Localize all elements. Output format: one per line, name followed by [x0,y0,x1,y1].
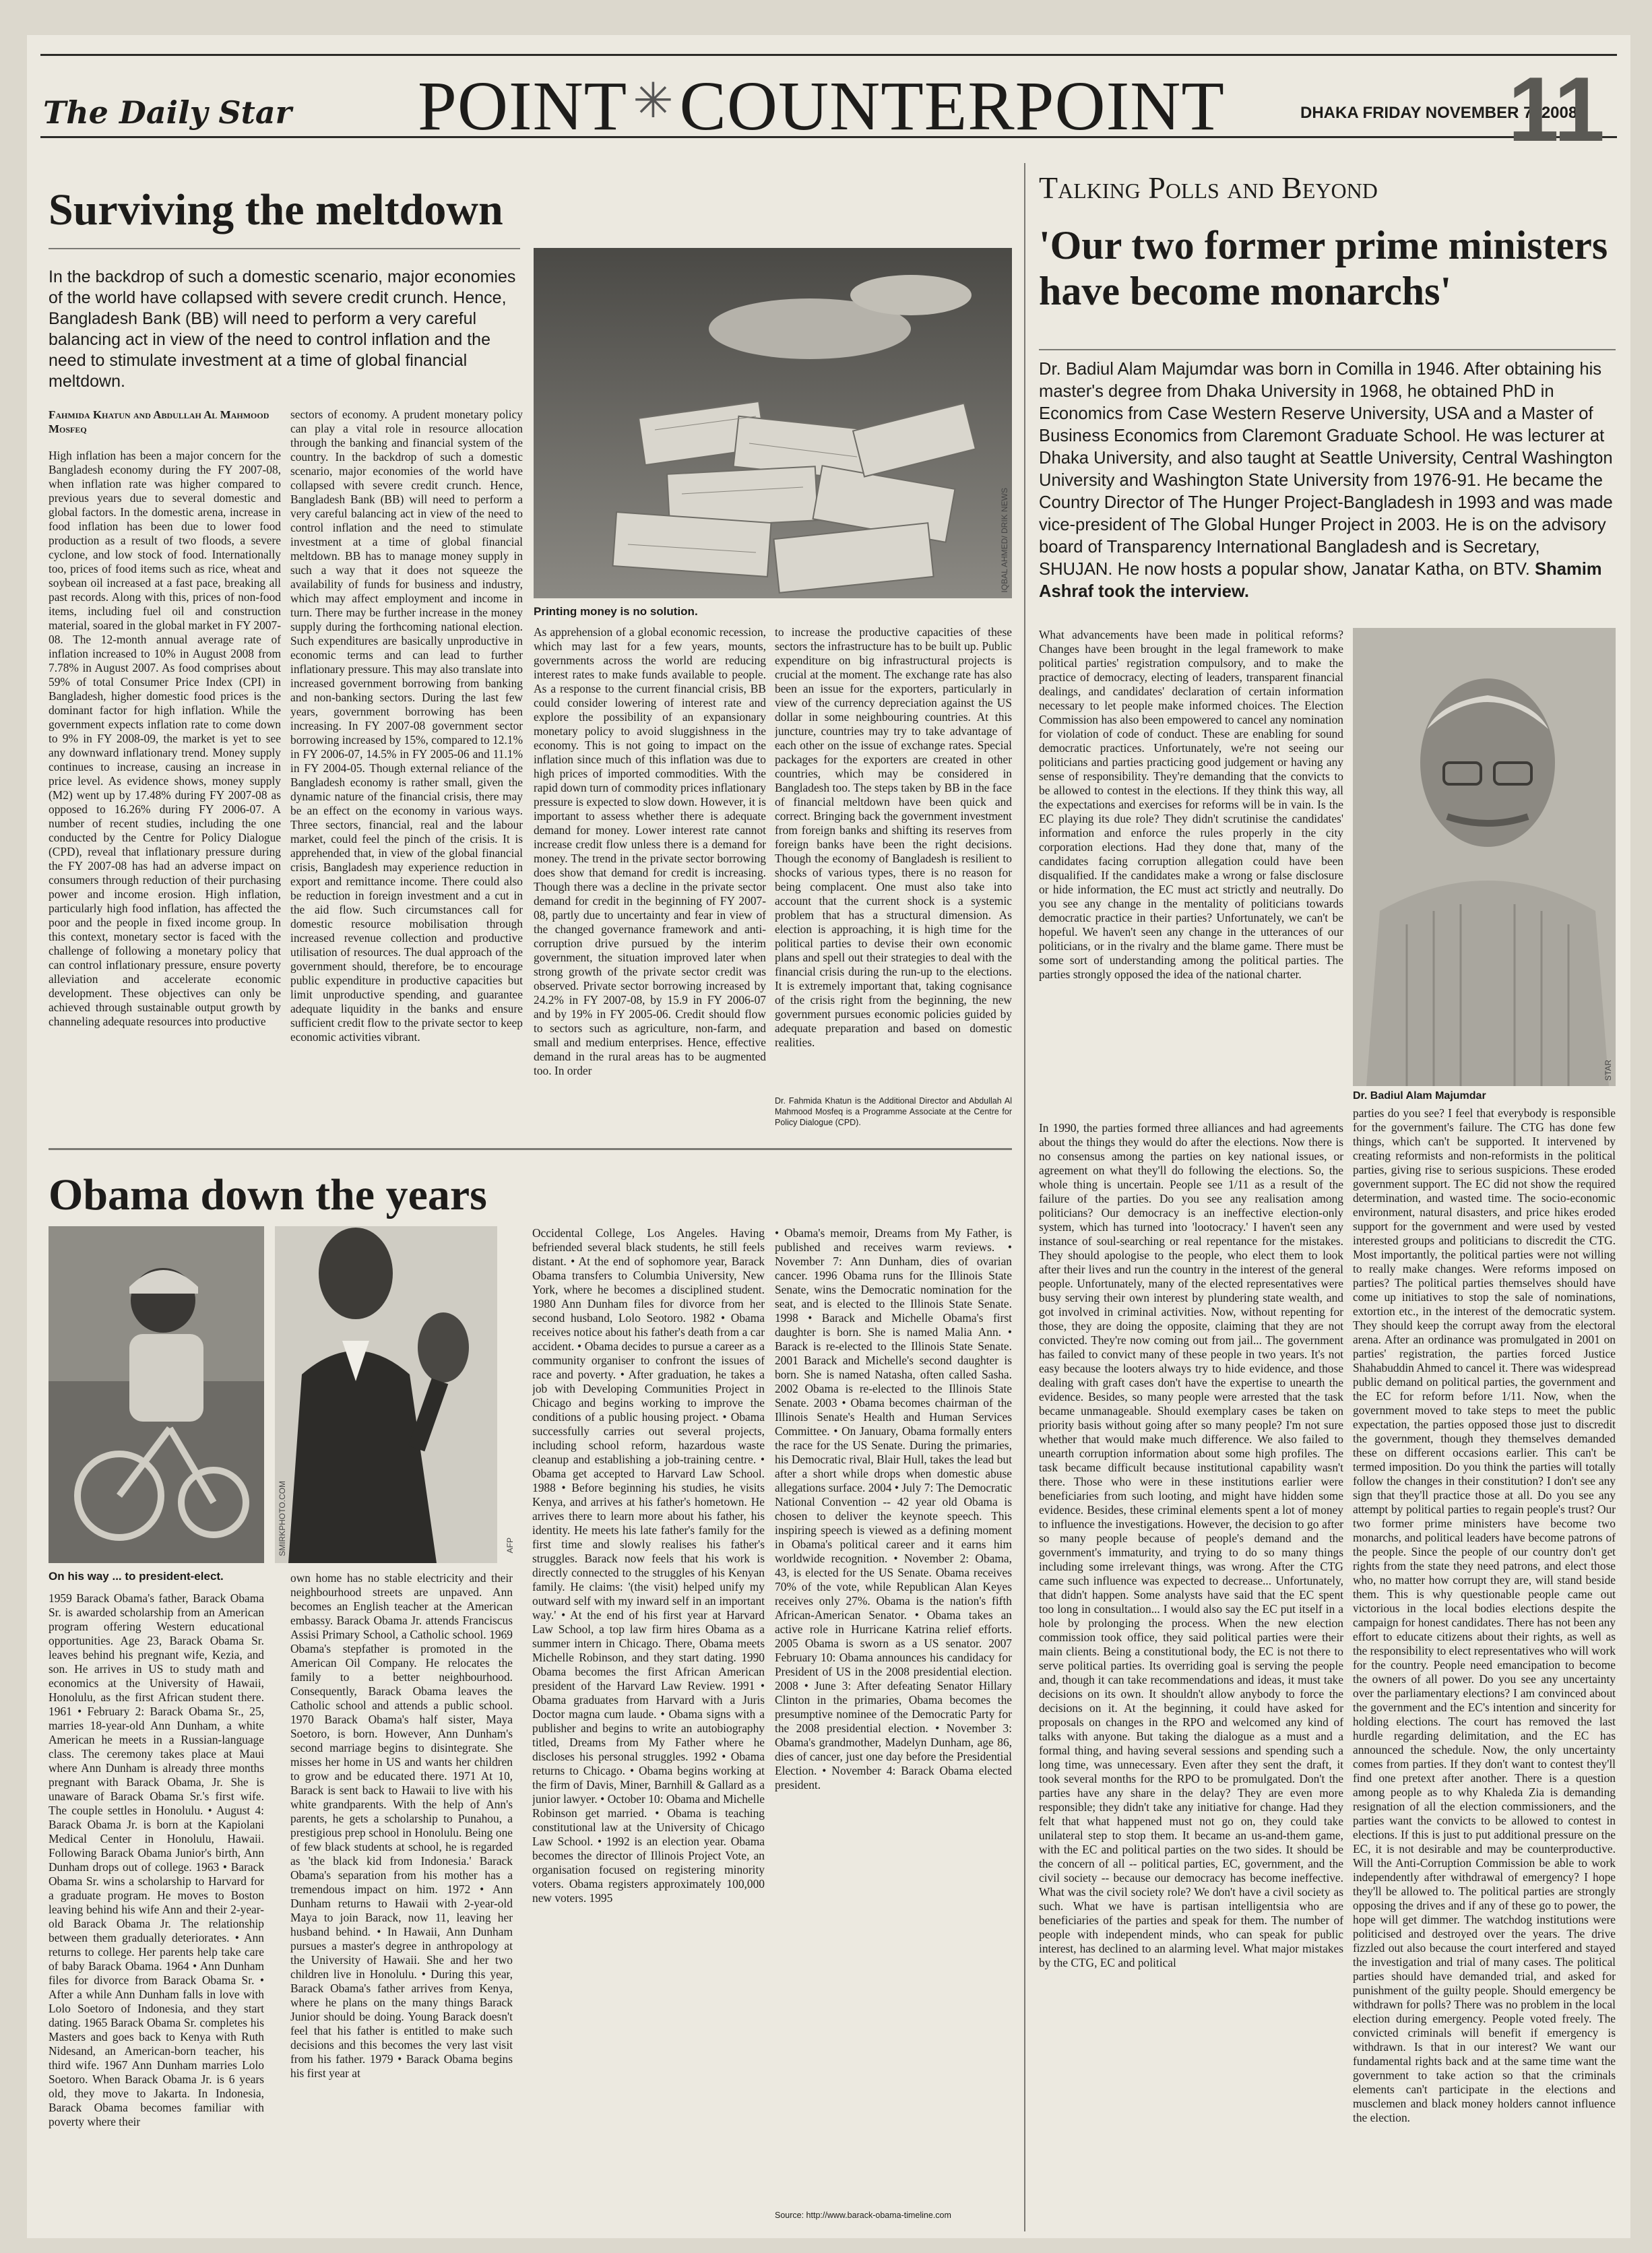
meltdown-column-2: sectors of economy. A prudent monetary policy can play a vital role in resource allocation through the banking and financial system of the country. In the backdrop of such a domestic scenario, major economies of the world have collapsed with severe credit crunch. Hence, Bangladesh Bank (BB) will need to perform a very careful balancing act in view of the need to control inflation and the need to stimulate investment at a time of global financial meltdown. BB has to manage money supply in such a way that it does not squeeze the availability of funds for business and industry, which may affect employment and income in turn. There may be further increase in the money supply during the forthcoming national election. Such expenditures are basically unproductive in economic terms and can lead to further inflationary pressure. This may also translate into increased government borrowing from banking and non-banking sectors. During the last few years, government borrowing has been increasing. In FY 2007-08 government sector borrowing increased by 15%, compared to 12.1% in FY 2006-07, 14.5% in FY 2005-06 and 11.1% in FY 2004-05. Though external reliance of the Bangladesh economy is rather small, given the dynamic nature of the financial crisis, there may be an effect on the economy in various ways. Three sectors, financial, real and the labour market, could feel the pinch of the crisis. It is apprehended that, in view of the global financial crisis, Bangladesh may experience reduction in export and remittance income. There could also be reduction in foreign investment and a cut in the aid flow. Such circumstances call for domestic resource mobilisation through increased revenue collection and productive utilisation of resources. The dual approach of the government should, therefore, be to encourage public expenditure in productive capacities but limit unproductive spending, and guarantee adequate liquidity in the banks and ensure sufficient credit flow to the private sector to keep economic activities vibrant. [290,408,523,1044]
majumdar-photo [1353,628,1616,1086]
meltdown-column-4: to increase the productive capacities of these sectors the infrastructure has to be built up. Public expenditure on big infrastructural projects is crucial at the moment. The exchange rate has also been an issue for the exporters, particularly in view of the currency depreciation against the US dollar in some neighbouring countries. At this juncture, countries may try to take advantage of each other on the issue of exchange rates. Special packages for the exporters are created in other countries, which may be considered in Bangladesh too. The steps taken by BB in the face of financial meltdown have been quick and correct. Bringing back the government investment from foreign banks and shifting its reserves from foreign banks have been the right decisions. Though the economy of Bangladesh is resilient to shocks of various types, there is no reason for being complacent. One must also take into account that the current shock is a systemic problem that has a structural dimension. As election is approaching, it is high time for the political parties to devise their own economic plans and spell out their strategies to deal with the financial crisis during the run-up to the elections. It is extremely important that, taking cognisance of the crisis right from the beginning, the new government pursues economic policies guided by adequate preparation and based on domestic realities. [775,625,1012,1049]
obama-column-3: Occidental College, Los Angeles. Having befriended several black students, he still feels distant. • At the end of sophomore year, Barack Obama transfers to Columbia University, New York, where he becomes a disciplined student. 1980 Ann Dunham files for divorce from her second husband, Lolo Seotoro. 1982 • Obama receives notice about his father's death from a car accident. • Obama decides to pursue a career as a community organiser to confront the issues of race and poverty. • After graduation, he takes a job with Developing Communities Project in Chicago and begins working to improve the conditions of a public housing project. • Obama successfully carries out several projects, including school reform, hazardous waste cleanup and establishing a job-training centre. • Obama get accepted to Harvard Law School. 1988 • Before beginning his studies, he visits Kenya, and arrives at his father's hometown. He arrives there to learn more about his father, his identity. He meets his late father's family for the first time and slowly realises his father's struggles. Barack now feels that his work is directly connected to the struggles of his Kenyan family. He claims: '(the visit) helped unify my outward self with my inward self in an important way.' • At the end of his first year at Harvard Law School, a top law firm hires Obama as a summer intern in Chicago. There, Obama meets Michelle Robinson, and they start dating. 1990 Obama becomes the first African American president of the Harvard Law Review. 1991 • Obama graduates from Harvard with a Juris Doctor magna cum laude. • Obama signs with a publisher and begins to write an autobiography titled, Dreams from My Father where he discloses his personal struggles. 1992 • Obama returns to Chicago. • Obama begins working at the firm of Davis, Miner, Barnhill & Gallard as a junior lawyer. • October 10: Obama and Michelle Robinson get married. • Obama is teaching constitutional law at the University of Chicago Law School. • 1992 is an election year. Obama becomes the director of Illinois Project Vote, an organisation focused on registering minority voters. Obama registers approximately 100,000 new voters. 1995 [532,1226,765,1905]
obama-headline: Obama down the years [49,1170,487,1219]
starburst-icon: ✳ [633,74,674,128]
meltdown-author-note: Dr. Fahmida Khatun is the Additional Director and Abdullah Al Mahmood Mosfeq is a Programme Associate at the Centre for Policy Dialogue (CPD). [775,1096,1012,1127]
obama-source: Source: http://www.barack-obama-timeline.com [775,2211,951,2220]
section-title [418,66,1225,146]
money-photo-credit: IQBAL AHMED/ DRIK NEWS [1000,488,1009,593]
column-divider [1024,163,1025,2231]
obama-column-4: • Obama's memoir, Dreams from My Father, is published and receives warm reviews. • November 7: Ann Dunham, dies of ovarian cancer. 1996 Obama runs for the Illinois State Senate, wins the Democratic nomination for the seat, and is elected to the Illinois State Senate. 1998 • Barack and Michelle Obama's first daughter is born. She is named Malia Ann. • Barack is re-elected to the Illinois State Senate. 2001 Barack and Michelle's second daughter is born. She is named Natasha, often called Sasha. 2002 Obama is re-elected to the Illinois State Senate. 2003 • Obama becomes chairman of the Illinois Senate's Health and Human Services Committee. • On January, Obama formally enters the race for the US Senate. During the primaries, his Democratic rival, Blair Hull, takes the lead but after a short while drops when domestic abuse allegations surface. 2004 • July 7: The Democratic National Convention -- 42 year old Obama is chosen to deliver the keynote speech. This inspiring speech is viewed as a defining moment in Obama's political career and it earns him worldwide recognition. • November 2: Obama, 43, is elected for the US Senate. Obama receives 70% of the vote, while Republican Alan Keyes receives only 27%. Obama is the nation's fifth African-American Senator. • Obama takes an active role in Hurricane Katrina relief efforts. 2005 Obama is sworn as a US senator. 2007 February 10: Obama announces his candidacy for President of US in the 2008 presidential election. 2008 • June 3: After defeating Senator Hillary Clinton in the primaries, Obama becomes the presumptive nominee of the Democratic Party for the 2008 presidential election. • November 3: Obama's grandmother, Madelyn Dunham, age 86, dies of cancer, just one day before the Presidential Election. • November 4: Barack Obama elected president. [775,1226,1012,1791]
newspaper-page [27,35,1630,2238]
meltdown-byline: Fahmida Khatun and Abdullah Al Mahmood Mosfeq [49,408,269,435]
interview-intro [1039,358,1616,608]
adult-obama-photo-image [275,1226,497,1563]
page-number: 11 [1508,58,1605,160]
section-divider [49,1148,1012,1150]
majumdar-photo-caption: Dr. Badiul Alam Majumdar [1353,1090,1486,1102]
meltdown-column-3: As apprehension of a global economic recession, which may last for a few years, mounts, governments across the world are reducing interest rates to make funds available to people. As a response to the current financial crisis, BB could consider lowering of interest rate and explore the possibility of an expansionary monetary policy to avoid sluggishness in the economy. This is not going to impact on the inflation since much of this inflation was due to high prices of imported commodities. With the rapid down turn of commodity prices inflationary pressure is expected to slow down. However, it is important to assess whether there is adequate demand for money. Lower interest rate cannot increase credit flow unless there is a demand for money. The trend in the private sector borrowing does show that demand for credit is increasing. Though there was a decline in the private sector demand for credit in the beginning of FY 2007-08, partly due to uncertainty and fear in view of the changed governance framework and anti-corruption drive pursued by the interim government, the situation improved later when strong growth of the private sector credit was observed. Private sector borrowing increased by 24.2% in FY 2007-08, by 15.9 in FY 2006-07 and by 19% in FY 2005-06. Credit should flow to sectors such as agriculture, non-farm, and small and medium enterprises. Hence, effective demand in the rural areas has to be augmented too. In order [534,625,766,1077]
meltdown-headline-rule [49,248,520,249]
masthead-top-rule [40,54,1617,56]
newspaper-logo: The Daily Star [43,94,292,131]
obama-column-1: 1959 Barack Obama's father, Barack Obama Sr. is awarded scholarship from an American program offering Western educational opportunities. Age 23, Barack Obama Sr. leaves behind his pregnant wife, Kezia, and son. He arrives in US to study math and economics at the University of Hawaii, Honolulu, as the first African student there. 1961 • February 2: Barack Obama Sr., 25, marries 18-year-old Ann Dunham, a white American he meets in a Russian-language class. The ceremony takes place at Maui where Ann Dunham is already three months pregnant with Barack Obama, Jr. She is unaware of Barack Obama Sr.'s first wife. The couple settles in Honolulu. • August 4: Barack Obama Jr. is born at the Kapiolani Medical Center in Honolulu, Hawaii. Following Barack Obama Junior's birth, Ann Dunham drops out of college. 1963 • Barack Obama Sr. wins a scholarship to Harvard for a graduate program. He moves to Boston leaving behind his wife Ann and their 2-year-old Barack Obama Jr. The relationship between them gradually deteriorates. • Ann returns to college. Her parents help take care of baby Barack Obama. 1964 • Ann Dunham files for divorce from Barack Obama Sr. • After a while Ann Dunham falls in love with Lolo Soetoro of Indonesia, and they start dating. 1965 Barack Obama Sr. completes his Masters and goes back to Kenya with Ruth Nidesand, an American-born teacher, his third wife. 1967 Ann Dunham marries Lolo Soetoro. When Barack Obama Jr. is 6 years old, they move to Jakarta. In Indonesia, Barack Obama becomes familiar with poverty where their [49,1591,264,2128]
majumdar-photo-image [1353,628,1616,1086]
interviewer-credit: Shamim Ashraf took the interview. [1039,560,1602,601]
interview-headline-rule [1039,349,1616,350]
obama-photo-caption: On his way ... to president-elect. [49,1570,224,1583]
section-title-left: POINT [418,67,628,145]
interview-headline: 'Our two former prime ministers have become monarchs' [1039,223,1608,313]
interview-column-2: parties do you see? I feel that everybody is responsible for the government's failure. The CTG has done few things, which can't be supported. It intervened by creating reformists and non-reformists in the political parties, giving rise to serious suspicions. These eroded government support. The EC did not show the required determination, and wasted time. The socio-economic environment, natural disasters, and price hikes eroded support for the government and were used by vested interested groups and politicians to discredit the CTG. Most importantly, the political parties were not willing to really make changes. Were reforms imposed on parties? The political parties themselves should have come up initiatives to stop the sale of nominations, extortion etc., in the interest of the democratic system. They should keep the corrupt away from the electoral arena. After an ordinance was promulgated in 2001 on parties' registration, the parties forced Justice Shahabuddin Ahmed to cancel it. There was widespread public demand on political parties, the government and the EC for reform before 1/11. Now, when the government moved to take steps to meet the public expectation, the parties opposed those just to discredit the government, though they themselves demanded these on different occasions earlier. This can't be termed imposition. Do you think the parties will totally follow the changes in their constitution? I don't see any sign that they'll practice those at all. Do you see any attempt by political parties to regain people's trust? Our two former prime ministers have become two monarchs, and political leaders have become patrons of the people. Since the people of our country don't get rights from the state they need patrons, and elect those who, no matter how corrupt they are, will stand beside them. This is why questionable people came out victorious in the local bodies elections despite the campaign for honest candidates. There has not been any effort to educate citizens about their rights, as well as the responsibility to elect representatives who will work for the country. People need emancipation to become the owners of all power. Do you see any uncertainty over the parliamentary elections? I am convinced about the government and the EC's intention and sincerity for holding elections. The court has removed the last hurdle regarding delimitation, and the EC has announced the schedule. Now, the only uncertainty comes from parties. If they don't want to contest they'll find one pretext after another. There is a question among people as to why Khaleda Zia is demanding resignation of all the election commissioners, and the parties want the convicts to be allowed to contest in elections. If this is just to put additional pressure on the EC, it is not desirable and may be counterproductive. Will the Anti-Corruption Commission be able to work independently after withdrawal of emergency? I hope they'll be allowed to. The political parties are strongly opposing the drives and if any of these go to power, the hope will get dimmer. The watchdog institutions were politicised and destroyed over the years. The drive fizzled out also because the court interfered and stayed the investigation and trial of many cases. The political parties should have demanded trial, and asked for punishment of the guilty people. Should emergency be withdrawn for polls? There was no problem in the local election during emergency. People voted freely. The convicted criminals will benefit if emergency is withdrawn. Is that in our interest? We want our fundamental rights back and at the same time want the government to take action so that the criminals elements can't participate in the elections and musclemen and black money holders cannot influence the election. [1353,1106,1616,2124]
money-photo-image [534,248,1012,598]
money-photo-caption: Printing money is no solution. [534,605,698,618]
money-photo [534,248,1012,598]
child-obama-photo [49,1226,264,1563]
masthead [40,58,1617,160]
interview-top-left-text: What advancements have been made in political reforms? Changes have been brought in the legal framework to make political parties' registration compulsory, and to make the practice of democracy, electing of leaders, transparent financial dealings, and candidates' declaration of certain information necessary to let people make informed choices. The Election Commission has also been empowered to cancel any nomination for violation of code of conduct. These are enabling for sound democratic practices. Unfortunately, we're not seeing our politicians and parties practicing good judgement or having any sense of responsibility. They're demanding that the convicts to be allowed to contest in the elections. If they think this way, all the expectations and exercises for reforms will be in vain. Is the EC playing its due role? They didn't scrutinise the candidates' information and enforce the rules properly in the city corporation elections. Had they done that, many of the candidates facing corruption allegation could have been disqualified. If the candidates make a wrong or false disclosure or hide information, the EC must act strictly and neutrally. Do you see any change in the mentality of politicians towards democratic practice in their parties? Unfortunately, we can't be hopeful. We haven't seen any change in the utterances of our politicians, or in the rivalry and the blame game. There must be some sort of understanding among the political parties. The parties strongly opposed the idea of the national charter. [1039,628,1343,981]
obama-column-2: own home has no stable electricity and their neighbourhood streets are unpaved. Ann becomes an English teacher at the American embassy. Barack Obama Jr. attends Franciscus Assisi Primary School, a Catholic school. 1969 Obama's stepfather is promoted in the American Oil Company. He relocates the family to a better neighbourhood. Consequently, Barack Obama leaves the Catholic school and attends a public school. 1970 Barack Obama's half sister, Maya Soetoro, is born. However, Ann Dunham's second marriage begins to disintegrate. She misses her home in US and wants her children to grow and be educated there. 1971 At 10, Barack is sent back to Hawaii to live with his white grandparents. With the help of Ann's parents, he gets a scholarship to Punahou, a prestigious prep school in Honolulu. Being one of few black students at school, he is regarded as 'the black kid from Indonesia.' Barack Obama's separation from his mother has a tremendous impact on him. 1972 • Ann Dunham returns to Hawaii with 2-year-old Maya to join Barack, now 11, leaving her husband behind. • In Hawaii, Ann Dunham pursues a master's degree in anthropology at the University of Hawaii. She and her two children live in Honolulu. • During this year, Barack Obama's father arrives from Kenya, where he plans on the many things Barack Junior should be doing. Young Barack doesn't feel that his father is entitled to make such decisions and this becomes the very last visit from his father. 1979 • Barack Obama begins his first year at [290,1571,513,2080]
meltdown-intro: In the backdrop of such a domestic scenario, major economies of the world have collapsed with severe credit crunch. Hence, Bangladesh Bank (BB) will need to perform a very careful balancing act in view of the need to control inflation and the need to stimulate investment at a time of global financial meltdown. [49,267,516,391]
obama-photo-credit-1: SMIRKPHOTO.COM [278,1481,287,1556]
interview-column-1: In 1990, the parties formed three alliances and had agreements about the things they would do after the elections. Now there is no consensus among the parties on key national issues, or agreement on what they'll do following the elections. So, the whole thing is uncertain. People see 1/11 as a result of the failure of the parties. Do you see any realisation among politicians? Our democracy is an ineffective election-only system, which has turned into 'lootocracy.' I haven't seen any instance of soul-searching or real repentance for the mistakes. They should apologise to the people, who elect them to look after their lives and run the country in the interest of the general people. Unfortunately, many of the elected representatives were busy serving their own interest by plundering state wealth, and got involved in criminal activities. Now, without repenting for those, they are doing the opposite, claiming that they are not convicted. They're now coming out from jail... The government has failed to convict many of these people in two years. It's not easy because the looters always try to hide evidence, and those dealing with graft cases don't have the expertise to unearth the evidence. Besides, so many people were arrested that the task became unmanageable. Should exemplary cases be taken on priority basis without going after so many people? I'm not sure whether that would make much difference. We also failed to unearth corruption information about some high profiles. The task became difficult because institutional capability wasn't there. Those who were in these institutions earlier were beneficiaries from such looting, and might have hidden some evidence. Besides, these criminal elements spent a lot of money to influence the investigations. However, the decision to go after so many people because of people's demand and the government's immaturity, and trying to do so many things including some irrelevant things, was wrong. After the CTG came such influence was expected to decrease... Unfortunately, that didn't happen. Some analysts have said that the EC spent too long in consultation... I would also say the EC put itself in a hole by prolonging the process. When the new election commission took office, they said political parties were their main clients. Being a constitutional body, the EC is not there to serve political parties. Its overriding goal is serving the people and, though it can take recommendations and ideas, it must take decisions on its own. It shouldn't allow anybody to force the decisions on it. At the beginning, it could have asked for proposals on changes in the RPO and welcomed any kind of talks with anyone. But taking the dialogue as a must and a formal thing, and having several sessions and spending such a long time, was unnecessary. Even after they sent the draft, it took several months for the RPO to be promulgated. Don't the parties have any share in the delay? They are even more responsible; they didn't take any initiative for change. Had they felt that what happened must not go on, they could take unilateral step to stop them. It became an us-and-them game, with the EC and political parties on the two sides. It should be the concern of all -- political parties, EC, government, and the civil society -- because our democracy has become ineffective. What was the civil society role? We don't have a civil society as such. What we have is partisan intelligentsia who are beneficiaries of the parties and speak for them. The number of people with independent minds, who can speak for public interest, has declined to an alarming level. What major mistakes by the CTG, EC and political [1039,1121,1343,1969]
issue-date: DHAKA FRIDAY NOVEMBER 7, 2008 [1300,104,1578,122]
interview-intro-text: Dr. Badiul Alam Majumdar was born in Comilla in 1946. After obtaining his master's degree from Dhaka University in 1968, he obtained PhD in Economics from Case Western Reserve University, USA and a Master of Business Economics from Claremont Graduate School. He was lecturer at Dhaka University, and also taught at Seattle University, Central Washington University and Washington State University from 1976-91. He became the Country Director of The Hunger Project-Bangladesh in 1993 and was made vice-president of The Global Hunger Project in 2003. He is on the advisory board of Transparency International Bangladesh and is Secretary, SHUJAN. He now hosts a popular show, Janatar Katha, on BTV. [1039,360,1613,579]
meltdown-column-1: High inflation has been a major concern for the Bangladesh economy during the FY 2007-08, when inflation rate was higher compared to previous years due to several domestic and global factors. In the domestic arena, increase in food inflation has been due to lower food production as a result of two floods, a severe cyclone, and low stock of food. Internationally too, prices of food items such as rice, wheat and soybean oil increased at a fast pace, breaking all past records. Along with this, prices of non-food items, including fuel oil and construction material, soared in the global market in FY 2007-08. The 12-month annual average rate of inflation increased to 10% in August 2008 from 7.78% in August 2007. As food comprises about 59% of total Consumer Price Index (CPI) in Bangladesh, higher domestic food prices is the dominant factor for high inflation. While the government expects inflation rate to come down to 9% in FY 2008-09, the market is yet to see any downward inflationary trend. Money supply continues to increase, causing an increase in price level. As evidence shows, money supply (M2) went up by 17.48% during FY 2007-08 as opposed to 16.26% during FY 2006-07. A number of recent studies, including the one conducted by the Centre for Policy Dialogue (CPD), reveal that inflationary pressure during the FY 2007-08 has had an adverse impact on consumers through reduction of their purchasing power and income erosion. High inflation, particularly high food inflation, has affected the poor and the people in fixed income group. In this context, monetary sector is faced with the challenge of following a monetary policy that can control inflationary pressure, ensure poverty alleviation and accelerate economic development. These objectives can only be achieved through sustainable output growth by channeling adequate resources into productive [49,449,281,1028]
obama-photo-credit-2: AFP [505,1537,515,1554]
interview-kicker: Talking Polls and Beyond [1039,170,1378,205]
adult-obama-photo [275,1226,497,1563]
section-title-right: COUNTERPOINT [679,67,1225,145]
meltdown-headline: Surviving the meltdown [49,185,503,234]
child-obama-photo-image [49,1226,264,1563]
majumdar-photo-credit: STAR [1603,1059,1613,1081]
